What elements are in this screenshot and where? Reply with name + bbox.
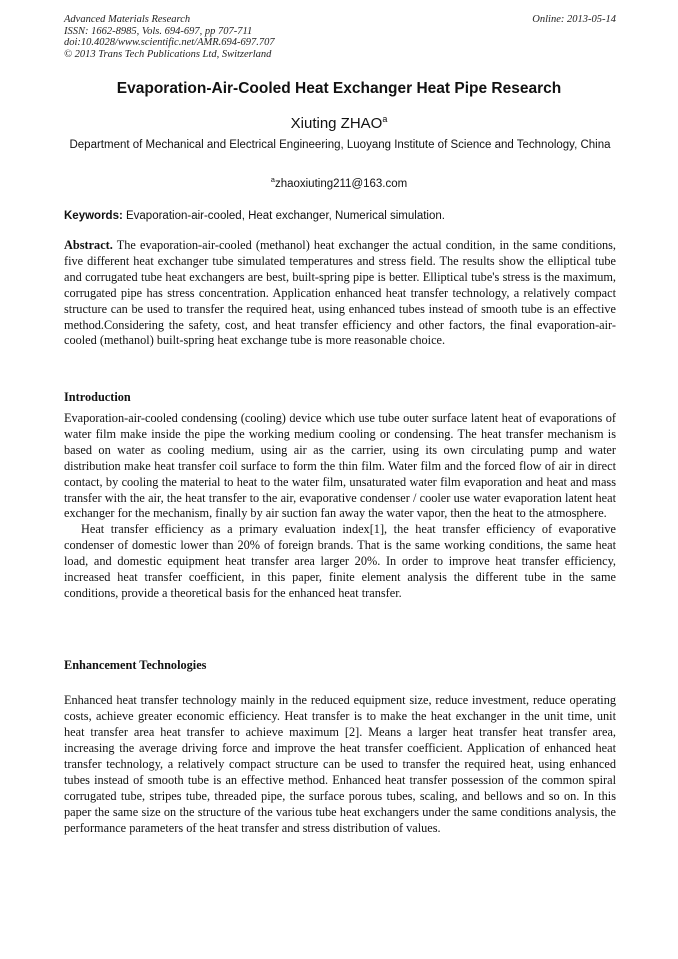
email-address: zhaoxiuting211@163.com <box>274 177 408 190</box>
email-superscript: a <box>270 175 275 184</box>
author-name: Xiuting ZHAO <box>290 115 383 132</box>
introduction-body <box>64 411 616 602</box>
keywords-text: Evaporation-air-cooled, Heat exchanger, Numerical simulation. <box>122 210 445 222</box>
affiliation: Department of Mechanical and Electrical Engineering, Luoyang Institute of Science and Technology, China <box>69 139 611 151</box>
email-line <box>0 175 678 190</box>
paper-title: Evaporation-Air-Cooled Heat Exchanger Heat Pipe Research <box>116 80 562 97</box>
abstract <box>64 238 616 349</box>
keywords-label: Keywords: <box>64 210 123 222</box>
copyright-line: © 2013 Trans Tech Publications Ltd, Switzerland <box>64 48 272 60</box>
introduction-heading: Introduction <box>64 390 131 404</box>
journal-header <box>64 14 616 60</box>
keywords <box>64 210 616 222</box>
enhancement-paragraph: Enhanced heat transfer technology mainly in the reduced equipment size, reduce investment, reduce operating costs, achieve greater economic efficiency. Heat transfer is to make the heat exchanger in the unit time, unit heat transfer area heat transfer to achieve maximum [2]. Means a larger heat transfer heat transfer area, increasing the average driving force and improve the heat transfer coefficient. Application of enhanced heat transfer technology, a relatively compact structure can be used to transfer the required heat, using enhanced tubes instead of smooth tube is an effective method. Enhanced heat transfer possession of the common spiral corrugated tube, stripes tube, threaded pipe, the surface porous tubes, scaling, and bellows and so on. In this paper the same size on the structure of the various tube heat exchangers under the same conditions analysis, the performance parameters of the heat transfer and stress distribution of values. <box>64 693 616 835</box>
abstract-label: Abstract. <box>64 238 113 252</box>
doi-line: doi:10.4028/www.scientific.net/AMR.694-697.707 <box>64 37 275 48</box>
abstract-text: The evaporation-air-cooled (methanol) heat exchanger the actual condition, in the same conditions, five different heat exchanger tube simulated temperatures and stress field. The results show the elliptical tube and corrugated tube heat exchangers are best, built-spring pipe is better. Elliptical tube's stress is the maximum, corrugated pipe has stress concentration. Application enhanced heat transfer technology, a relatively compact structure can be used to transfer the required heat, using enhanced tubes instead of smooth tube is an effective method.Considering the safety, cost, and heat transfer efficiency and other factors, the final evaporation-air-cooled (methanol) built-spring heat exchange tube is more reasonable choice. <box>64 238 616 348</box>
enhancement-body <box>64 681 616 849</box>
online-date: Online: 2013-05-14 <box>532 14 616 25</box>
introduction-paragraph: Evaporation-air-cooled condensing (cooling) device which use tube outer surface latent heat of evaporations of water film make inside the pipe the working medium cooling or condensing. The heat transfer mechanism is based on water as cooling medium, using air as the carrier, using its own circulating pump and water distribution make heat transfer coil surface to form the thin film. Water film and the forced flow of air in direct contact, by cooling the material to heat to the water film, unsaturated water film evaporation and heat and mass transfer with the air, the heat transfer to the air, evaporative condenser / cooler use water evaporation latent heat exchanger for the mechanism, finally by air suction fan away the water vapor, then the heat to the atmosphere. <box>64 411 616 521</box>
issn-line: ISSN: 1662-8985, Vols. 694-697, pp 707-711 <box>64 25 253 37</box>
author-line <box>0 114 678 132</box>
enhancement-heading: Enhancement Technologies <box>64 658 207 672</box>
introduction-paragraph: Heat transfer efficiency as a primary evaluation index[1], the heat transfer efficiency of evaporative condenser of domestic lower than 20% of foreign brands. That is the same working conditions, the same heat load, and domestic equipment heat transfer area larger 20%. In order to improve heat transfer efficiency, increased heat transfer coefficient, in this paper, finite element analysis the different tube in the same conditions, provide a theoretical basis for the enhanced heat transfer. <box>64 522 616 600</box>
author-superscript: a <box>382 114 388 124</box>
journal-name: Advanced Materials Research <box>64 14 191 25</box>
